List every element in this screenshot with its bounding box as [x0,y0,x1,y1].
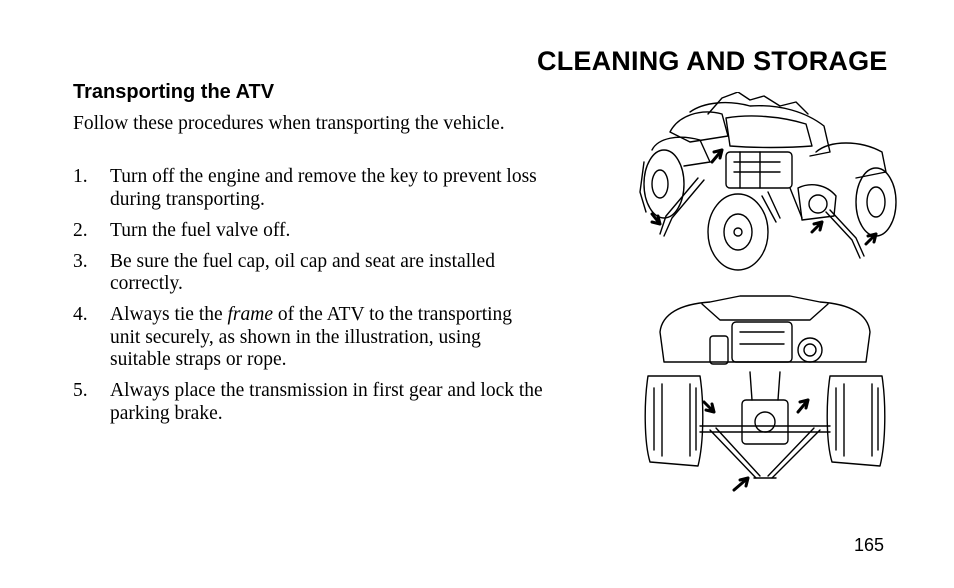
step-text-emphasis: frame [227,304,274,325]
tiedown-arrow-icon [734,478,748,490]
atv-front-three-quarter-tiedown-icon [630,92,900,272]
step-number: 1. [73,166,88,187]
list-item [73,304,543,372]
tiedown-arrow-icon [866,234,876,244]
step-text-after: of the ATV to the transporting unit securely, as shown in the illustration, using suitable straps or rope. [110,304,513,370]
subheading: Transporting the ATV [73,81,275,103]
list-item [73,220,543,243]
tiedown-arrow-icon [812,222,822,232]
list-item [73,380,543,425]
list-item [73,251,543,296]
step-text: Turn off the engine and remove the key to prevent loss during transporting. [110,166,537,210]
step-number: 3. [73,250,88,272]
tiedown-arrow-icon [704,402,714,412]
page-number: 165 [854,535,885,555]
atv-rear-view-tiedown-icon [640,292,890,492]
step-number: 2. [73,219,88,241]
step-text: Turn the fuel valve off. [110,219,291,241]
tiedown-arrow-icon [798,400,808,412]
step-text: Be sure the fuel cap, oil cap and seat are installed correctly. [110,250,495,294]
step-text [110,304,543,372]
tiedown-arrow-icon [712,150,722,162]
step-text: Always place the transmission in first gear and lock the parking brake. [110,380,543,424]
section-title: CLEANING AND STORAGE [537,46,888,76]
step-number: 5. [73,380,88,401]
procedure-list [73,166,543,434]
intro-paragraph: Follow these procedures when transporting the vehicle. [73,113,505,134]
list-item [73,166,543,211]
step-number: 4. [73,304,88,325]
step-text-before: Always tie the [110,304,228,325]
